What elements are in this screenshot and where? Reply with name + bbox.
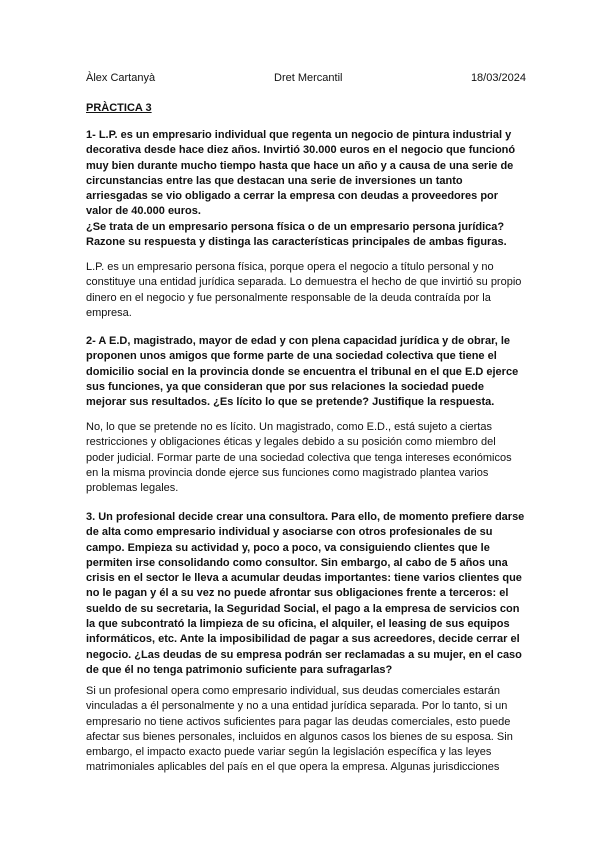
question-1-line: ¿Se trata de un empresario persona física o de un empresario persona jurídica? (86, 220, 505, 233)
question-1-line: 1- L.P. es un empresario individual que regenta un negocio de pintura industrial y (86, 129, 512, 141)
question-1-line: Razone su respuesta y distinga las características principales de ambas figuras. (86, 236, 507, 249)
document-date: 18/03/2024 (470, 72, 526, 84)
answer-3-line: embargo, el impacto exacto puede variar según la legislación específica y las leyes (86, 746, 492, 759)
answer-3 (86, 684, 526, 776)
question-3-line: crisis en el sector le lleva a acumular deudas importantes: tiene varios clientes que (86, 572, 522, 585)
answer-2 (86, 420, 526, 496)
question-1-line: arriesgadas se vio obligado a cerrar la empresa con deudas a proveedores por (86, 190, 499, 203)
question-3-line: no le pagan y él a su vez no puede afrontar sus obligaciones frente a terceros: el (86, 587, 509, 600)
question-3-line: sueldo de su secretaria, la Seguridad Social, el pago a la empresa de servicios con (86, 602, 520, 615)
question-3-line: informáticos, etc. Ante la imposibilidad de pagar a sus acreedores, decide cerrar el (86, 633, 520, 646)
question-1-line: valor de 40.000 euros. (86, 205, 201, 218)
answer-1-line: L.P. es un empresario persona física, porque opera el negocio a título personal y no (86, 261, 494, 273)
question-2-line: proponen unos amigos que forme parte de una sociedad colectiva que tiene el (86, 350, 497, 363)
question-3-line: 3. Un profesional decide crear una consultora. Para ello, de momento prefiere darse (86, 511, 525, 523)
question-2-line: sus funciones, ya que consideran que por sus relaciones la sociedad puede (86, 380, 484, 393)
answer-2-line: poder judicial. Formar parte de una sociedad colectiva que tenga intereses económicos (86, 451, 512, 464)
question-3 (86, 510, 526, 678)
answer-3-line: empresario no tiene activos suficientes para pagar las deudas comerciales, esto puede (86, 715, 511, 728)
answer-2-line: problemas legales. (86, 482, 179, 495)
answer-1-line: dinero en el negocio y fue personalmente responsable de la deuda contraída por la (86, 291, 491, 304)
subject-name: Dret Mercantil (274, 72, 343, 84)
question-3-line: la que subcontrató la limpieza de su oficina, el alquiler, el leasing de sus equipos (86, 618, 510, 631)
question-1-line: muy bien durante mucho tiempo hasta que hace un año y a causa de una serie de (86, 159, 514, 172)
answer-1-line: constituye una entidad jurídica separada. Lo demuestra el hecho de que invirtió su propio (86, 276, 522, 289)
question-3-line: campo. Empieza su actividad y, poco a poco, va consiguiendo clientes que le (86, 541, 490, 554)
question-1 (86, 128, 526, 250)
question-2-line: domicilio social en la provincia donde se encuentra el tribunal en el que E.D ejerce (86, 365, 519, 378)
question-3-line: de que él no tenga patrimonio suficiente para sufragarlas? (86, 663, 393, 676)
answer-2-line: en la misma provincia donde ejerce sus funciones como magistrado plantea varios (86, 466, 489, 479)
question-1-line: decorativa desde hace diez años. Invirtió 30.000 euros en el negocio que funcionó (86, 144, 516, 157)
question-1-line: circunstancias entre las que destacan una serie de inversiones un tanto (86, 174, 463, 187)
answer-3-line: Si un profesional opera como empresario individual, sus deudas comerciales estarán (86, 685, 500, 697)
answer-2-line: restricciones y obligaciones éticas y legales debido a su posición como miembro del (86, 436, 496, 449)
practice-title: PRÀCTICA 3 (86, 102, 152, 114)
question-3-line: negocio. ¿Las deudas de su empresa podrán ser reclamadas a su mujer, en el caso (86, 648, 522, 661)
answer-3-line: matrimoniales aplicables del país en el que opera la empresa. Algunas jurisdicciones (86, 761, 500, 774)
question-2-line: mejorar sus resultados. ¿Es lícito lo que se pretende? Justifique la respuesta. (86, 396, 495, 409)
document-header (86, 70, 526, 86)
question-3-line: permiten irse consolidando como consultor. Sin embargo, al cabo de 5 años una (86, 556, 508, 569)
answer-3-line: vinculadas a él personalmente y no a una entidad jurídica separada. Por lo tanto, si un (86, 700, 508, 713)
question-2 (86, 334, 526, 410)
answer-3-line: afectar sus bienes personales, incluidos en algunos casos los bienes de su esposa. Sin (86, 730, 513, 743)
question-3-line: de alta como empresario individual y asociarse con otros profesionales de su (86, 526, 493, 539)
author-name: Àlex Cartanyà (86, 72, 156, 84)
question-2-line: 2- A E.D, magistrado, mayor de edad y con plena capacidad jurídica y de obrar, le (86, 335, 511, 347)
answer-1-line: empresa. (86, 306, 132, 319)
answer-2-line: No, lo que se pretende no es lícito. Un magistrado, como E.D., está sujeto a ciertas (86, 421, 492, 433)
answer-1 (86, 260, 526, 321)
